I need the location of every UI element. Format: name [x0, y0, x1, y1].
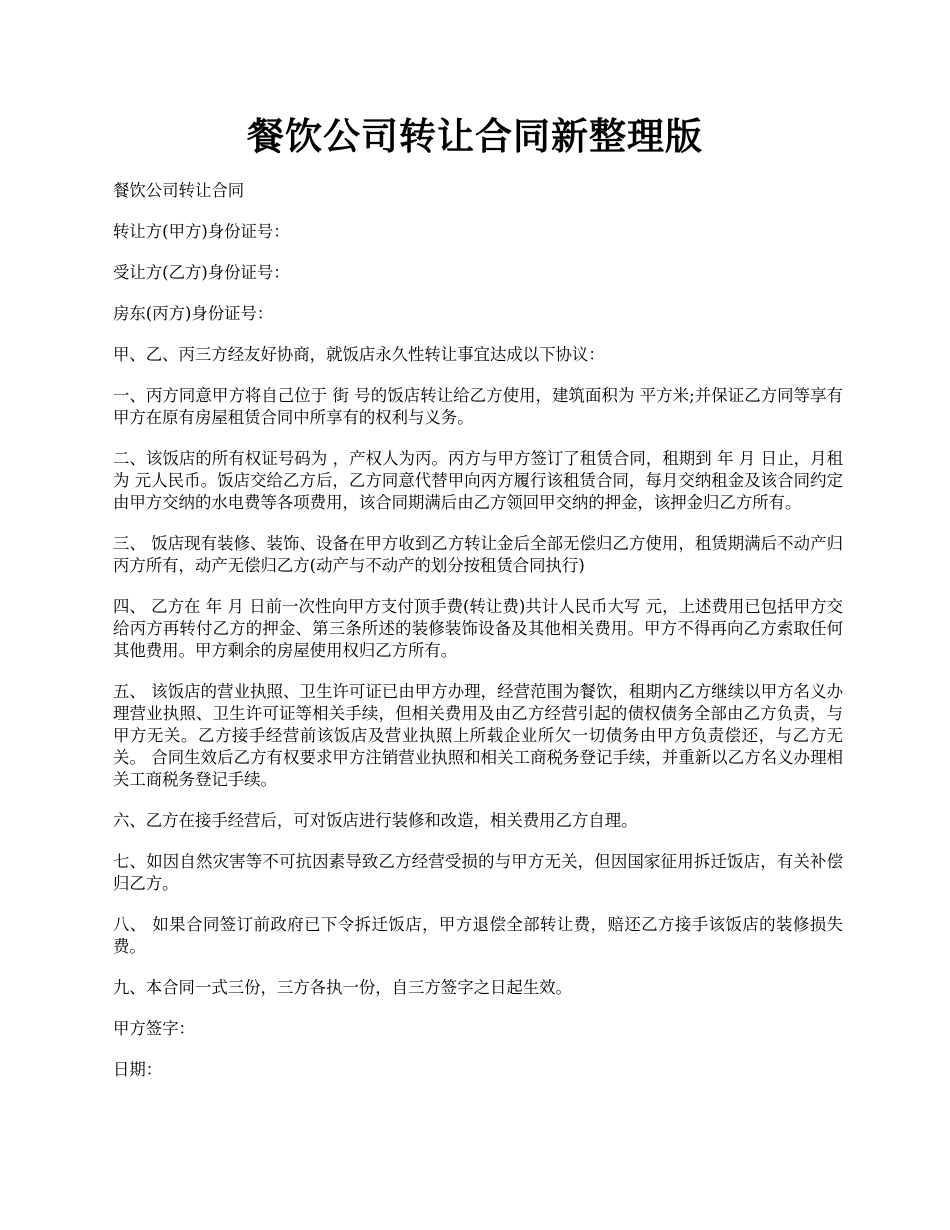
document-title: 餐饮公司转让合同新整理版 — [247, 114, 703, 158]
paragraph-landlord-id: 房东(丙方)身份证号： — [113, 304, 274, 323]
party-a-signature: 甲方签字： — [113, 1019, 195, 1038]
clause-2: 二、该饭店的所有权证号码为 ，产权人为丙。丙方与甲方签订了租赁合同，租期到 年 月 日止，月租为 元人民币。饭店交给乙方后，乙方同意代替甲向丙方履行该租赁合同，每月交纳租金及该合同约定由甲方交纳的水电费等各项费用，该合同期满后由乙方领回甲交纳的押金，该押金归乙方所有。 — [113, 449, 843, 512]
clause-4: 四、 乙方在 年 月 日前一次性向甲方支付顶手费(转让费)共计人民币大写 元，上述费用已包括甲方交给丙方再转付乙方的押金、第三条所述的装修装饰设备及其他相关费用。甲方不得再向乙方索取任何其他费用。甲方剩余的房屋使用权归乙方所有。 — [113, 597, 843, 660]
paragraph-contract-heading: 餐饮公司转让合同 — [113, 181, 245, 200]
clause-9: 九、本合同一式三份，三方各执一份，自三方签字之日起生效。 — [113, 978, 572, 997]
clause-3: 三、 饭店现有装修、装饰、设备在甲方收到乙方转让金后全部无偿归乙方使用，租赁期满后不动产归丙方所有，动产无偿归乙方(动产与不动产的划分按租赁合同执行) — [113, 534, 843, 575]
clause-8: 八、 如果合同签订前政府已下令拆迁饭店，甲方退偿全部转让费，赔还乙方接手该饭店的装修损失费。 — [113, 915, 843, 956]
paragraph-transferee-id: 受让方(乙方)身份证号： — [113, 263, 290, 282]
clause-7: 七、如因自然灾害等不可抗因素导致乙方经营受损的与甲方无关，但因国家征用拆迁饭店，有关补偿归乙方。 — [113, 852, 843, 893]
clause-1: 一、丙方同意甲方将自己位于 街 号的饭店转让给乙方使用，建筑面积为 平方米;并保证乙方同等享有甲方在原有房屋租赁合同中所享有的权利与义务。 — [113, 386, 843, 427]
clause-5: 五、 该饭店的营业执照、卫生许可证已由甲方办理，经营范围为餐饮，租期内乙方继续以甲方名义办理营业执照、卫生许可证等相关手续，但相关费用及由乙方经营引起的债权债务全部由乙方负责，与甲方无关。乙方接手经营前该饭店及营业执照上所载企业所欠一切债务由甲方负责偿还，与乙方无关。 合同生效后乙方有权要求甲方注销营业执照和相关工商税务登记手续，并重新以乙方名义办理相关工商税务登记手续。 — [113, 682, 843, 789]
clause-6: 六、乙方在接手经营后，可对饭店进行装修和改造，相关费用乙方自理。 — [113, 811, 638, 830]
document-body — [113, 180, 843, 1100]
signature-date: 日期： — [113, 1060, 163, 1079]
paragraph-transferor-id: 转让方(甲方)身份证号： — [113, 222, 290, 241]
paragraph-agreement-intro: 甲、乙、丙三方经友好协商，就饭店永久性转让事宜达成以下协议： — [113, 345, 605, 364]
